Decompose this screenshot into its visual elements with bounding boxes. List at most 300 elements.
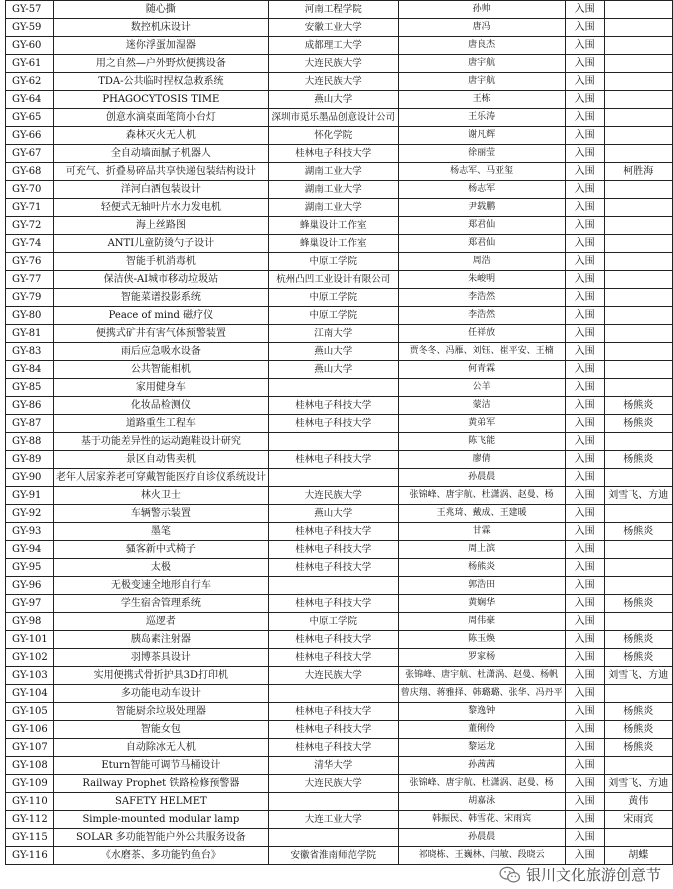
table-row xyxy=(6,451,673,469)
cell-teacher: 刘雪飞、方迪 xyxy=(604,775,672,793)
table-row xyxy=(6,685,673,703)
cell-teacher: 宋雨宾 xyxy=(604,811,672,829)
table-row xyxy=(6,613,673,631)
cell-teacher xyxy=(604,73,672,91)
cell-names: 唐冯 xyxy=(398,19,565,37)
table-row xyxy=(6,307,673,325)
cell-names: 李浩然 xyxy=(398,307,565,325)
cell-result: 入围 xyxy=(565,73,604,91)
table-row xyxy=(6,325,673,343)
cell-unit: 桂林电子科技大学 xyxy=(268,721,398,739)
cell-code: GY-88 xyxy=(6,433,54,451)
cell-result: 入围 xyxy=(565,109,604,127)
cell-unit xyxy=(268,829,398,847)
cell-title: 化妆品检测仪 xyxy=(53,397,268,415)
table-row xyxy=(6,55,673,73)
cell-code: GY-107 xyxy=(6,739,54,757)
cell-title: 雨后应急吸水设备 xyxy=(53,343,268,361)
table-row xyxy=(6,19,673,37)
cell-result: 入围 xyxy=(565,91,604,109)
cell-result: 入围 xyxy=(565,757,604,775)
cell-names: 曾庆翔、蒋雅择、韩璐璐、张华、冯丹平 xyxy=(398,685,565,703)
cell-unit: 桂林电子科技大学 xyxy=(268,631,398,649)
cell-teacher xyxy=(604,199,672,217)
cell-code: GY-60 xyxy=(6,37,54,55)
wechat-icon xyxy=(499,866,521,884)
cell-code: GY-92 xyxy=(6,505,54,523)
cell-title: 智能女包 xyxy=(53,721,268,739)
cell-teacher xyxy=(604,361,672,379)
cell-names: 孙晨晨 xyxy=(398,829,565,847)
cell-unit: 燕山大学 xyxy=(268,343,398,361)
cell-title: 智能菜谱投影系统 xyxy=(53,289,268,307)
cell-names: 贾冬冬、冯雁、刘钰、崔平安、王楠 xyxy=(398,343,565,361)
cell-teacher: 杨熊炎 xyxy=(604,451,672,469)
cell-result: 入围 xyxy=(565,127,604,145)
cell-unit: 桂林电子科技大学 xyxy=(268,559,398,577)
cell-unit: 燕山大学 xyxy=(268,91,398,109)
cell-code: GY-112 xyxy=(6,811,54,829)
cell-result: 入围 xyxy=(565,541,604,559)
cell-code: GY-71 xyxy=(6,199,54,217)
cell-code: GY-110 xyxy=(6,793,54,811)
cell-result: 入围 xyxy=(565,451,604,469)
cell-unit: 中原工学院 xyxy=(268,307,398,325)
cell-code: GY-89 xyxy=(6,451,54,469)
table-row xyxy=(6,109,673,127)
watermark-text: 银川文化旅游创意节 xyxy=(525,866,661,884)
cell-names: 杨志军 xyxy=(398,181,565,199)
cell-names: 孙帅 xyxy=(398,1,565,19)
cell-names: 唐宇航 xyxy=(398,55,565,73)
cell-title: Eturn智能可调节马桶设计 xyxy=(53,757,268,775)
cell-names: 王兆琦、戴成、王建暖 xyxy=(398,505,565,523)
cell-names: 郑君仙 xyxy=(398,217,565,235)
cell-unit: 大连民族大学 xyxy=(268,73,398,91)
table-row xyxy=(6,397,673,415)
cell-unit: 桂林电子科技大学 xyxy=(268,397,398,415)
table-row xyxy=(6,37,673,55)
cell-names: 陈飞能 xyxy=(398,433,565,451)
cell-result: 入围 xyxy=(565,37,604,55)
cell-code: GY-83 xyxy=(6,343,54,361)
cell-names: 周伟豪 xyxy=(398,613,565,631)
cell-result: 入围 xyxy=(565,793,604,811)
cell-result: 入围 xyxy=(565,649,604,667)
cell-unit: 湖南工业大学 xyxy=(268,199,398,217)
cell-teacher xyxy=(604,145,672,163)
cell-names: 何青霖 xyxy=(398,361,565,379)
cell-code: GY-84 xyxy=(6,361,54,379)
cell-unit: 大连民族大学 xyxy=(268,55,398,73)
cell-teacher: 杨熊炎 xyxy=(604,703,672,721)
cell-code: GY-67 xyxy=(6,145,54,163)
cell-title: 老年人居家养老可穿戴智能医疗自诊仪系统设计 xyxy=(53,469,268,487)
table-row xyxy=(6,379,673,397)
cell-teacher xyxy=(604,379,672,397)
cell-teacher xyxy=(604,217,672,235)
table-row xyxy=(6,145,673,163)
cell-names: 郭浩田 xyxy=(398,577,565,595)
cell-names: 周上滨 xyxy=(398,541,565,559)
cell-teacher xyxy=(604,127,672,145)
cell-names: 唐良杰 xyxy=(398,37,565,55)
cell-code: GY-65 xyxy=(6,109,54,127)
cell-unit: 燕山大学 xyxy=(268,361,398,379)
cell-code: GY-91 xyxy=(6,487,54,505)
cell-result: 入围 xyxy=(565,415,604,433)
cell-names: 黄弟军 xyxy=(398,415,565,433)
cell-code: GY-81 xyxy=(6,325,54,343)
cell-title: 实用便携式骨折护具3D打印机 xyxy=(53,667,268,685)
cell-names: 杨志军、马亚玺 xyxy=(398,163,565,181)
table-row xyxy=(6,631,673,649)
cell-title: 基于功能差异性的运动跑鞋设计研究 xyxy=(53,433,268,451)
cell-unit: 湖南工业大学 xyxy=(268,163,398,181)
cell-title: 洋河白酒包装设计 xyxy=(53,181,268,199)
cell-result: 入围 xyxy=(565,739,604,757)
table-row xyxy=(6,181,673,199)
cell-names: 王乐涛 xyxy=(398,109,565,127)
cell-result: 入围 xyxy=(565,703,604,721)
table-row xyxy=(6,721,673,739)
cell-code: GY-74 xyxy=(6,235,54,253)
cell-names: 甘霖 xyxy=(398,523,565,541)
cell-code: GY-66 xyxy=(6,127,54,145)
cell-names: 黄娴华 xyxy=(398,595,565,613)
cell-names: 王栋 xyxy=(398,91,565,109)
table-row xyxy=(6,847,673,865)
cell-teacher xyxy=(604,289,672,307)
cell-unit: 怀化学院 xyxy=(268,127,398,145)
cell-teacher: 刘雪飞、方迪 xyxy=(604,487,672,505)
cell-teacher: 杨熊炎 xyxy=(604,595,672,613)
cell-names: 黎运龙 xyxy=(398,739,565,757)
cell-names: 陈玉焕 xyxy=(398,631,565,649)
cell-names: 孙茜茜 xyxy=(398,757,565,775)
cell-teacher: 杨熊炎 xyxy=(604,523,672,541)
cell-teacher xyxy=(604,505,672,523)
table-row xyxy=(6,163,673,181)
cell-code: GY-68 xyxy=(6,163,54,181)
table-row xyxy=(6,775,673,793)
cell-title: 便携式矿井有害气体预警装置 xyxy=(53,325,268,343)
cell-names: 谢凡辉 xyxy=(398,127,565,145)
cell-result: 入围 xyxy=(565,505,604,523)
table-row xyxy=(6,667,673,685)
cell-title: 林火卫士 xyxy=(53,487,268,505)
cell-code: GY-90 xyxy=(6,469,54,487)
cell-code: GY-109 xyxy=(6,775,54,793)
cell-result: 入围 xyxy=(565,199,604,217)
cell-title: 保洁侠-AI城市移动垃圾站 xyxy=(53,271,268,289)
cell-title: 随心撕 xyxy=(53,1,268,19)
cell-code: GY-95 xyxy=(6,559,54,577)
cell-teacher: 杨熊炎 xyxy=(604,631,672,649)
cell-names: 韩振民、韩雪花、宋雨宾 xyxy=(398,811,565,829)
cell-unit xyxy=(268,793,398,811)
cell-code: GY-61 xyxy=(6,55,54,73)
cell-unit: 中原工学院 xyxy=(268,613,398,631)
cell-unit: 大连民族大学 xyxy=(268,667,398,685)
cell-result: 入围 xyxy=(565,145,604,163)
cell-teacher xyxy=(604,253,672,271)
cell-teacher: 杨熊炎 xyxy=(604,415,672,433)
cell-code: GY-79 xyxy=(6,289,54,307)
cell-code: GY-72 xyxy=(6,217,54,235)
cell-result: 入围 xyxy=(565,847,604,865)
cell-result: 入围 xyxy=(565,343,604,361)
cell-unit xyxy=(268,379,398,397)
cell-teacher xyxy=(604,469,672,487)
cell-unit: 大连民族大学 xyxy=(268,775,398,793)
cell-title: 无极变速全地形自行车 xyxy=(53,577,268,595)
cell-result: 入围 xyxy=(565,163,604,181)
cell-teacher: 黄伟 xyxy=(604,793,672,811)
cell-title: 景区自动售卖机 xyxy=(53,451,268,469)
cell-unit: 杭州凸凹工业设计有限公司 xyxy=(268,271,398,289)
cell-result: 入围 xyxy=(565,811,604,829)
table-row xyxy=(6,343,673,361)
table-row xyxy=(6,649,673,667)
cell-result: 入围 xyxy=(565,487,604,505)
cell-code: GY-80 xyxy=(6,307,54,325)
cell-title: 多功能电动车设计 xyxy=(53,685,268,703)
cell-title: 家用健身车 xyxy=(53,379,268,397)
cell-result: 入围 xyxy=(565,523,604,541)
table-row xyxy=(6,469,673,487)
cell-code: GY-108 xyxy=(6,757,54,775)
cell-names: 徐丽莹 xyxy=(398,145,565,163)
cell-unit: 桂林电子科技大学 xyxy=(268,541,398,559)
cell-code: GY-77 xyxy=(6,271,54,289)
cell-result: 入围 xyxy=(565,253,604,271)
cell-title: 迷你浮蛋加湿器 xyxy=(53,37,268,55)
cell-result: 入围 xyxy=(565,379,604,397)
cell-teacher xyxy=(604,235,672,253)
cell-code: GY-115 xyxy=(6,829,54,847)
cell-unit: 大连工业大学 xyxy=(268,811,398,829)
cell-unit: 中原工学院 xyxy=(268,289,398,307)
cell-result: 入围 xyxy=(565,667,604,685)
cell-code: GY-97 xyxy=(6,595,54,613)
cell-code: GY-59 xyxy=(6,19,54,37)
cell-result: 入围 xyxy=(565,1,604,19)
table-row xyxy=(6,811,673,829)
cell-code: GY-94 xyxy=(6,541,54,559)
cell-names: 朱峻明 xyxy=(398,271,565,289)
cell-title: Simple-mounted modular lamp xyxy=(53,811,268,829)
cell-teacher xyxy=(604,55,672,73)
cell-unit: 湖南工业大学 xyxy=(268,181,398,199)
cell-teacher xyxy=(604,307,672,325)
cell-code: GY-96 xyxy=(6,577,54,595)
cell-unit xyxy=(268,685,398,703)
cell-result: 入围 xyxy=(565,181,604,199)
cell-title: 巡逻者 xyxy=(53,613,268,631)
cell-code: GY-57 xyxy=(6,1,54,19)
cell-names: 孙晨晨 xyxy=(398,469,565,487)
cell-unit: 清华大学 xyxy=(268,757,398,775)
cell-teacher xyxy=(604,757,672,775)
watermark xyxy=(499,864,661,885)
table-row xyxy=(6,127,673,145)
cell-unit: 桂林电子科技大学 xyxy=(268,451,398,469)
cell-unit: 成都理工大学 xyxy=(268,37,398,55)
cell-teacher xyxy=(604,109,672,127)
cell-teacher xyxy=(604,541,672,559)
cell-title: 墨笔 xyxy=(53,523,268,541)
cell-teacher xyxy=(604,433,672,451)
cell-result: 入围 xyxy=(565,433,604,451)
cell-title: 学生宿舍管理系统 xyxy=(53,595,268,613)
cell-teacher: 胡蝶 xyxy=(604,847,672,865)
table-row xyxy=(6,757,673,775)
cell-names: 周浩 xyxy=(398,253,565,271)
cell-result: 入围 xyxy=(565,361,604,379)
cell-title: ANTI儿童防烫勺子设计 xyxy=(53,235,268,253)
cell-title: 创意水滴桌面笔筒小台灯 xyxy=(53,109,268,127)
cell-code: GY-105 xyxy=(6,703,54,721)
cell-unit: 桂林电子科技大学 xyxy=(268,145,398,163)
cell-title: 可充气、折叠易碎品共享快递包装结构设计 xyxy=(53,163,268,181)
cell-unit: 河南工程学院 xyxy=(268,1,398,19)
cell-code: GY-70 xyxy=(6,181,54,199)
table-row xyxy=(6,577,673,595)
cell-code: GY-62 xyxy=(6,73,54,91)
cell-teacher xyxy=(604,91,672,109)
cell-names: 罗家杨 xyxy=(398,649,565,667)
table-row xyxy=(6,199,673,217)
cell-code: GY-76 xyxy=(6,253,54,271)
cell-title: 骚客新中式椅子 xyxy=(53,541,268,559)
cell-code: GY-87 xyxy=(6,415,54,433)
cell-result: 入围 xyxy=(565,271,604,289)
cell-code: GY-85 xyxy=(6,379,54,397)
cell-result: 入围 xyxy=(565,595,604,613)
table-row xyxy=(6,541,673,559)
cell-names: 杨熊炎 xyxy=(398,559,565,577)
cell-unit: 安徽省淮南师范学院 xyxy=(268,847,398,865)
cell-names: 张锦峰、唐宇航、杜潇涡、赵曼、杨 xyxy=(398,487,565,505)
cell-teacher xyxy=(604,829,672,847)
cell-teacher: 杨熊炎 xyxy=(604,649,672,667)
cell-teacher xyxy=(604,37,672,55)
cell-unit xyxy=(268,577,398,595)
cell-names: 胡嘉泳 xyxy=(398,793,565,811)
table-row xyxy=(6,91,673,109)
cell-unit: 中原工学院 xyxy=(268,253,398,271)
cell-unit xyxy=(268,469,398,487)
cell-names: 唐宇航 xyxy=(398,73,565,91)
cell-title: 公共智能相机 xyxy=(53,361,268,379)
cell-title: 《水磨茶、多功能钓鱼台》 xyxy=(53,847,268,865)
cell-names: 蒙洁 xyxy=(398,397,565,415)
cell-names: 黎逸钟 xyxy=(398,703,565,721)
cell-result: 入围 xyxy=(565,325,604,343)
cell-teacher xyxy=(604,325,672,343)
cell-teacher xyxy=(604,685,672,703)
table-row xyxy=(6,487,673,505)
table-row xyxy=(6,253,673,271)
cell-unit: 桂林电子科技大学 xyxy=(268,415,398,433)
cell-code: GY-104 xyxy=(6,685,54,703)
cell-unit: 桂林电子科技大学 xyxy=(268,523,398,541)
cell-result: 入围 xyxy=(565,55,604,73)
cell-result: 入围 xyxy=(565,775,604,793)
cell-result: 入围 xyxy=(565,397,604,415)
cell-teacher: 杨熊炎 xyxy=(604,721,672,739)
cell-title: 数控机床设计 xyxy=(53,19,268,37)
cell-unit: 江南大学 xyxy=(268,325,398,343)
cell-names: 祁晓栋、王巍林、闫敏、段晓云 xyxy=(398,847,565,865)
cell-names: 李浩然 xyxy=(398,289,565,307)
cell-title: 羽博茶具设计 xyxy=(53,649,268,667)
cell-code: GY-103 xyxy=(6,667,54,685)
cell-names: 廖倩 xyxy=(398,451,565,469)
cell-code: GY-93 xyxy=(6,523,54,541)
cell-title: 全自动墙面腻子机器人 xyxy=(53,145,268,163)
cell-names: 张锦峰、唐宇航、杜潇涡、赵曼、杨 xyxy=(398,775,565,793)
cell-result: 入围 xyxy=(565,685,604,703)
cell-teacher xyxy=(604,577,672,595)
table-row xyxy=(6,523,673,541)
cell-teacher xyxy=(604,19,672,37)
cell-teacher: 柯胜海 xyxy=(604,163,672,181)
table-row xyxy=(6,415,673,433)
cell-title: 车辆警示装置 xyxy=(53,505,268,523)
cell-result: 入围 xyxy=(565,307,604,325)
cell-code: GY-98 xyxy=(6,613,54,631)
cell-result: 入围 xyxy=(565,631,604,649)
results-table xyxy=(5,0,673,865)
cell-title: Peace of mind 磁疗仪 xyxy=(53,307,268,325)
cell-teacher: 杨熊炎 xyxy=(604,397,672,415)
table-row xyxy=(6,73,673,91)
cell-result: 入围 xyxy=(565,613,604,631)
cell-code: GY-64 xyxy=(6,91,54,109)
cell-title: 森林灭火无人机 xyxy=(53,127,268,145)
cell-names: 任祥放 xyxy=(398,325,565,343)
cell-names: 董俐伶 xyxy=(398,721,565,739)
cell-unit: 深圳市觅乐墨品创意设计公司 xyxy=(268,109,398,127)
cell-result: 入围 xyxy=(565,289,604,307)
cell-teacher: 刘雪飞、方迪 xyxy=(604,667,672,685)
cell-result: 入围 xyxy=(565,469,604,487)
table-row xyxy=(6,433,673,451)
table-row xyxy=(6,289,673,307)
cell-unit: 桂林电子科技大学 xyxy=(268,739,398,757)
cell-title: Railway Prophet 铁路检修预警器 xyxy=(53,775,268,793)
cell-unit: 桂林电子科技大学 xyxy=(268,595,398,613)
cell-teacher xyxy=(604,559,672,577)
cell-title: SAFETY HELMET xyxy=(53,793,268,811)
cell-result: 入围 xyxy=(565,217,604,235)
cell-code: GY-102 xyxy=(6,649,54,667)
cell-unit xyxy=(268,433,398,451)
table-row xyxy=(6,703,673,721)
cell-title: TDA-公共临时捏权急救系统 xyxy=(53,73,268,91)
cell-code: GY-106 xyxy=(6,721,54,739)
cell-unit: 大连民族大学 xyxy=(268,487,398,505)
cell-teacher xyxy=(604,613,672,631)
table-row xyxy=(6,793,673,811)
cell-title: 用之自然—户外野炊便携设备 xyxy=(53,55,268,73)
cell-title: 轻便式无轴叶片水力发电机 xyxy=(53,199,268,217)
cell-unit: 蜂巢设计工作室 xyxy=(268,217,398,235)
table-row xyxy=(6,595,673,613)
cell-code: GY-116 xyxy=(6,847,54,865)
